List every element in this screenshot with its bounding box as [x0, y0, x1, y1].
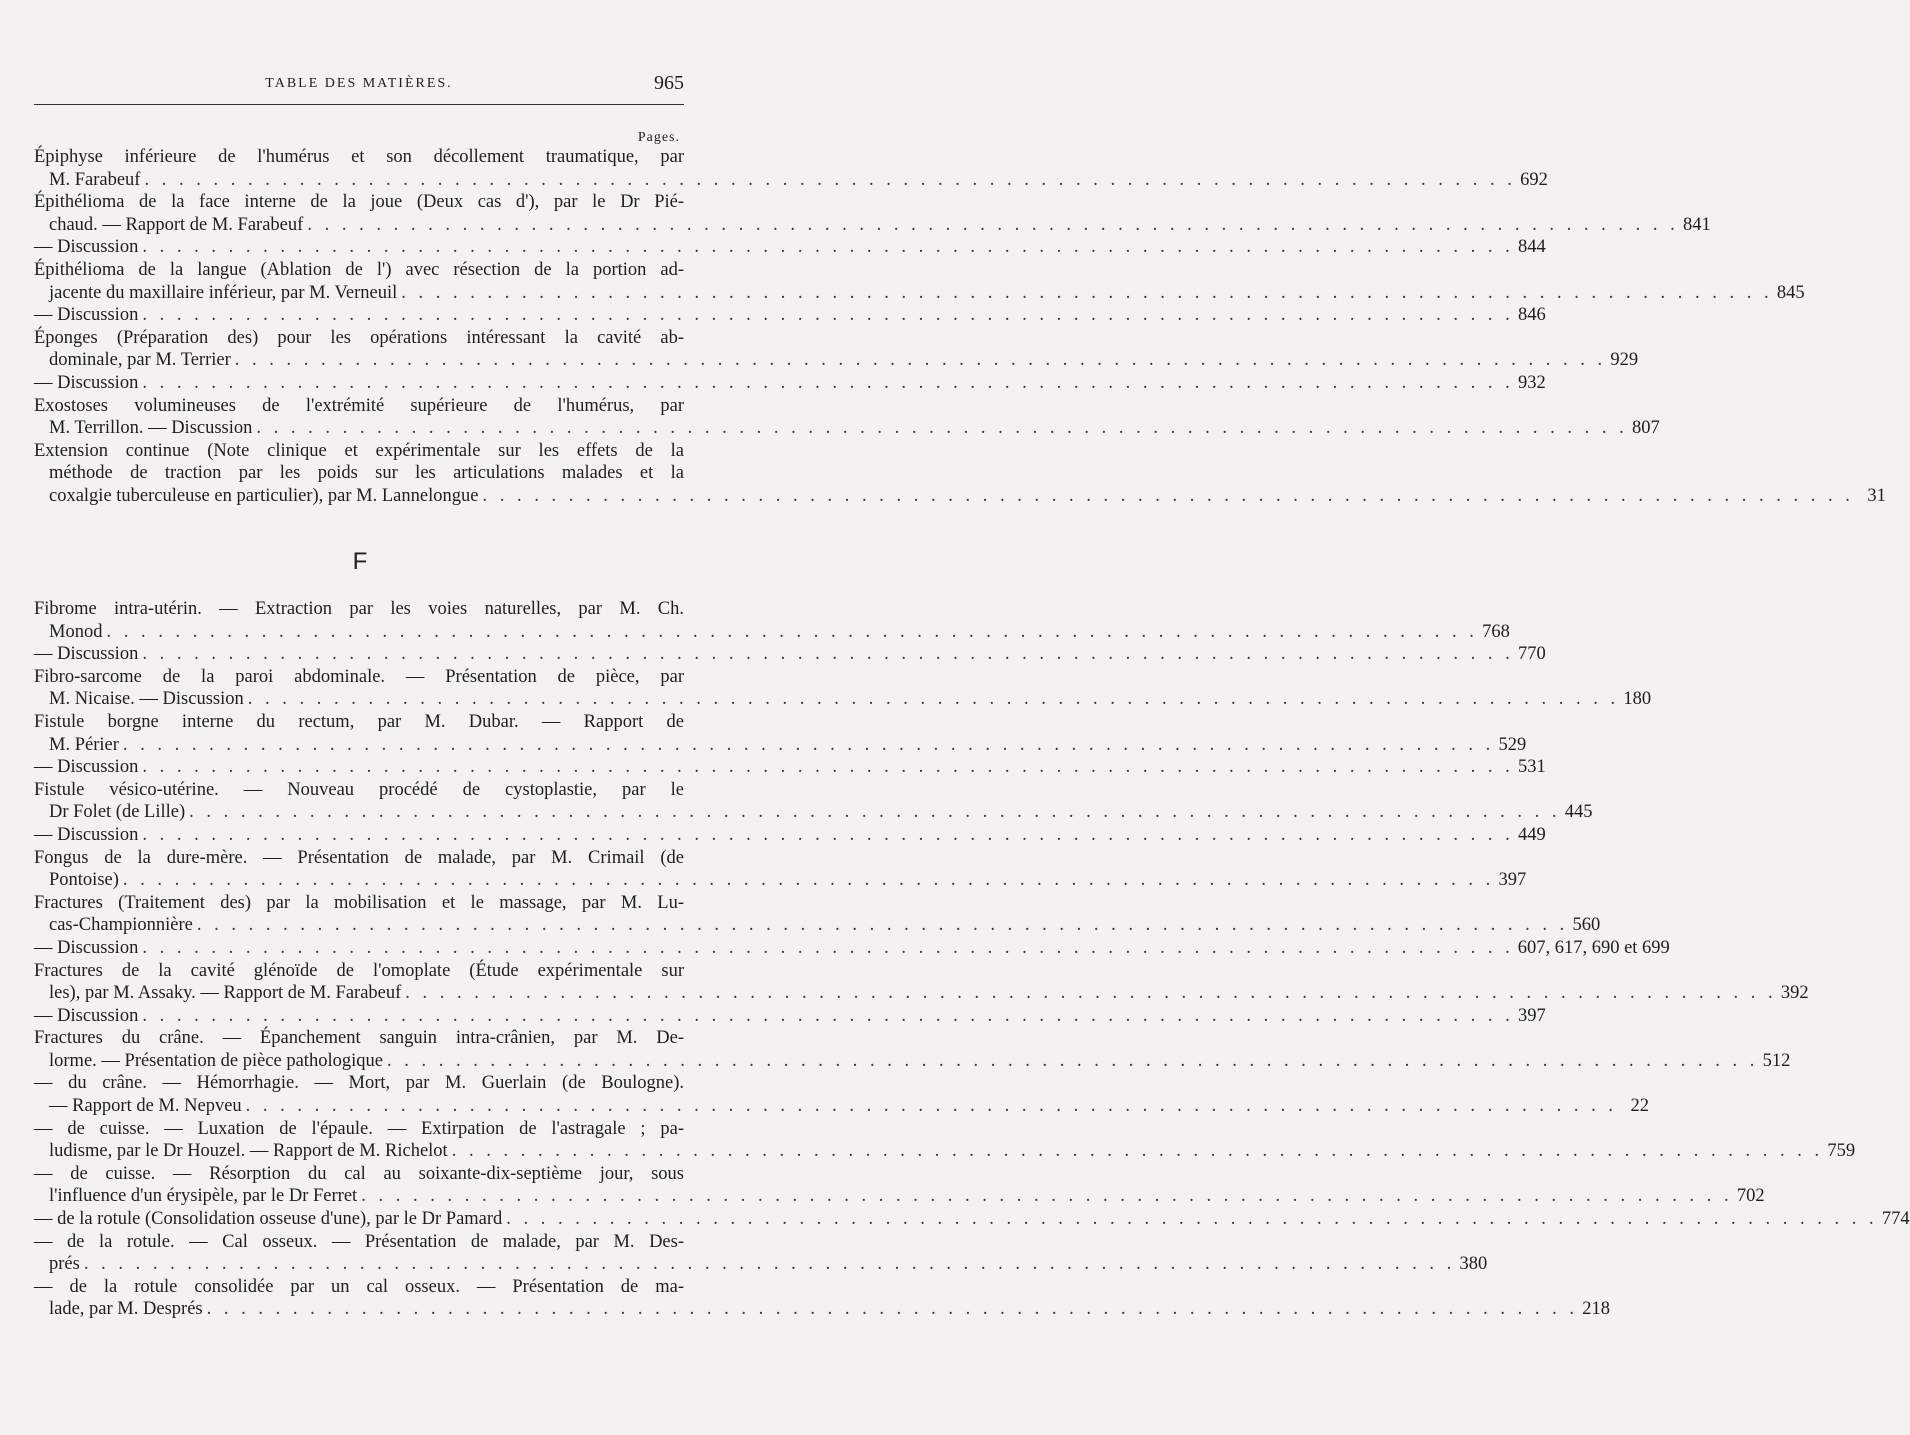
index-entry [34, 327, 1639, 372]
entry-line [34, 395, 684, 418]
index-entry [34, 1005, 1546, 1028]
entry-page-number: 380 [1459, 1254, 1488, 1275]
dot-leader: . . . . . . . . . . . . . . . . . . . . . . . . . . . . . . . . . . . . . . . . . . . . . . . . . . . . . . . . . . . . . . . . . . . . . . . . . . . . . . . . [189, 802, 1561, 823]
entry-text: Éponges (Préparation des) pour les opérations intéressant la cavité ab- [34, 327, 684, 348]
entry-text: Pontoise) [49, 870, 119, 891]
entry-text: ludisme, par le Dr Houzel. — Rapport de M. Richelot [49, 1141, 448, 1162]
entry-text: chaud. — Rapport de M. Farabeuf [49, 214, 304, 235]
index-entry [34, 892, 1601, 937]
entry-line [34, 327, 684, 350]
index-entry [34, 191, 1711, 236]
index-entry [34, 937, 1670, 960]
page-number: 965 [654, 72, 684, 94]
dot-leader: . . . . . . . . . . . . . . . . . . . . . . . . . . . . . . . . . . . . . . . . . . . . . . . . . . . . . . . . . . . . . . . . . . . . . . . . . . . . . . . . [142, 237, 1514, 258]
index-entry [34, 304, 1546, 327]
header-rule [34, 104, 684, 105]
entry-line [34, 282, 1805, 305]
entry-page-number: 560 [1572, 915, 1601, 936]
entry-text: dominale, par M. Terrier [49, 350, 231, 371]
entry-page-number: 844 [1517, 237, 1546, 258]
entry-page-number: 529 [1498, 734, 1527, 755]
entry-page-number: 702 [1736, 1186, 1765, 1207]
dot-leader: . . . . . . . . . . . . . . . . . . . . . . . . . . . . . . . . . . . . . . . . . . . . . . . . . . . . . . . . . . . . . . . . . . . . . . . . . . . . . . . . [506, 1209, 1878, 1230]
entry-line [34, 1231, 684, 1254]
entry-page-number: 397 [1498, 870, 1527, 891]
entry-text: — Discussion [34, 644, 139, 665]
index-entry [34, 756, 1546, 779]
index-entry [34, 440, 1886, 508]
entry-page-number: 841 [1682, 214, 1711, 235]
dot-leader: . . . . . . . . . . . . . . . . . . . . . . . . . . . . . . . . . . . . . . . . . . . . . . . . . . . . . . . . . . . . . . . . . . . . . . . . . . . . . . . . [451, 1141, 1824, 1162]
dot-leader: . . . . . . . . . . . . . . . . . . . . . . . . . . . . . . . . . . . . . . . . . . . . . . . . . . . . . . . . . . . . . . . . . . . . . . . . . . . . . . . . [142, 824, 1514, 845]
entry-text: Exostoses volumineuses de l'extrémité supérieure de l'humérus, par [34, 395, 684, 416]
entry-line [34, 666, 684, 689]
entry-line [34, 169, 1548, 192]
entry-line [34, 462, 684, 485]
index-entry [34, 372, 1546, 395]
entry-page-number: 218 [1582, 1299, 1610, 1320]
entry-page-number: 449 [1517, 824, 1546, 845]
entry-text: Fibrome intra-utérin. — Extraction par les voies naturelles, par M. Ch. [34, 599, 684, 619]
entry-line [34, 485, 1886, 508]
entry-text: — Rapport de M. Nepveu [49, 1096, 242, 1117]
dot-leader: . . . . . . . . . . . . . . . . . . . . . . . . . . . . . . . . . . . . . . . . . . . . . . . . . . . . . . . . . . . . . . . . . . . . . . . . . . . . . . . . [386, 1050, 1759, 1071]
entry-text: Fractures de la cavité glénoïde de l'omoplate (Étude expérimentale sur [34, 960, 684, 981]
entry-text: M. Nicaise. — Discussion [49, 689, 244, 710]
entry-page-number: 512 [1762, 1050, 1791, 1071]
entry-page-number: 531 [1517, 757, 1546, 778]
entry-line [34, 824, 1546, 847]
entry-text: lorme. — Présentation de pièce pathologique [49, 1050, 383, 1071]
entry-line [34, 440, 684, 463]
entry-text: cas-Championnière [49, 915, 193, 936]
entry-text: les), par M. Assaky. — Rapport de M. Farabeuf [49, 983, 402, 1004]
entry-line [34, 304, 1546, 327]
entry-page-number: 392 [1780, 983, 1809, 1004]
entry-page-number: 607, 617, 690 et 699 [1517, 937, 1670, 958]
dot-leader: . . . . . . . . . . . . . . . . . . . . . . . . . . . . . . . . . . . . . . . . . . . . . . . . . . . . . . . . . . . . . . . . . . . . . . . . . . . . . . . . [247, 689, 1620, 710]
pages-column-label: Pages. [637, 130, 680, 145]
entry-line [34, 734, 1527, 757]
dot-leader: . . . . . . . . . . . . . . . . . . . . . . . . . . . . . . . . . . . . . . . . . . . . . . . . . . . . . . . . . . . . . . . . . . . . . . . . . . . . . . . . [196, 915, 1569, 936]
entry-line [34, 643, 1546, 666]
index-entry [34, 1072, 1650, 1117]
entry-text: Fistule vésico-utérine. — Nouveau procédé de cystoplastie, par le [34, 779, 684, 800]
entry-text: jacente du maxillaire inférieur, par M. Verneuil [49, 282, 398, 303]
entry-line [34, 960, 684, 983]
entry-text: l'influence d'un érysipèle, par le Dr Ferret [49, 1186, 358, 1207]
entry-text: — Discussion [34, 237, 139, 258]
dot-leader: . . . . . . . . . . . . . . . . . . . . . . . . . . . . . . . . . . . . . . . . . . . . . . . . . . . . . . . . . . . . . . . . . . . . . . . . . . . . . . . . [256, 418, 1628, 439]
entry-page-number: 768 [1482, 621, 1510, 642]
index-entry [34, 779, 1593, 824]
entry-page-number: 774 [1881, 1209, 1910, 1230]
entry-line [34, 688, 1652, 711]
index-entry [34, 824, 1546, 847]
entry-line [34, 259, 684, 282]
entry-text: — de cuisse. — Résorption du cal au soixante-dix-septième jour, sous [34, 1163, 684, 1184]
entry-text: Fongus de la dure-mère. — Présentation de malade, par M. Crimail (de [34, 847, 684, 868]
index-section-e [34, 146, 1886, 508]
entry-text: Fractures (Traitement des) par la mobilisation et le massage, par M. Lu- [34, 892, 684, 913]
running-title: TABLE DES MATIÈRES. [265, 76, 453, 91]
entry-text: — Discussion [34, 372, 139, 393]
entry-page-number: 932 [1517, 372, 1546, 393]
entry-page-number: 397 [1517, 1005, 1546, 1026]
entry-text: — de la rotule consolidée par un cal osseux. — Présentation de ma- [34, 1276, 684, 1297]
entry-line [34, 146, 684, 169]
entry-line [34, 1185, 1765, 1208]
entry-line [34, 1298, 1610, 1321]
dot-leader: . . . . . . . . . . . . . . . . . . . . . . . . . . . . . . . . . . . . . . . . . . . . . . . . . . . . . . . . . . . . . . . . . . . . . . . . . . . . . . . . [106, 621, 1478, 642]
entry-page-number: 22 [1630, 1096, 1650, 1117]
entry-line [34, 191, 684, 214]
index-entry [34, 960, 1809, 1005]
entry-text: Dr Folet (de Lille) [49, 802, 186, 823]
entry-text: Épithélioma de la face interne de la joue (Deux cas d'), par le Dr Pié- [34, 192, 684, 213]
dot-leader: . . . . . . . . . . . . . . . . . . . . . . . . . . . . . . . . . . . . . . . . . . . . . . . . . . . . . . . . . . . . . . . . . . . . . . . . . . . . . . . . [206, 1299, 1578, 1320]
dot-leader: . . . . . . . . . . . . . . . . . . . . . . . . . . . . . . . . . . . . . . . . . . . . . . . . . . . . . . . . . . . . . . . . . . . . . . . . . . . . . . . . [245, 1096, 1618, 1117]
entry-line [34, 914, 1601, 937]
entry-line [34, 1050, 1791, 1073]
entry-page-number: 770 [1517, 644, 1546, 665]
dot-leader: . . . . . . . . . . . . . . . . . . . . . . . . . . . . . . . . . . . . . . . . . . . . . . . . . . . . . . . . . . . . . . . . . . . . . . . . . . . . . . . . [142, 305, 1514, 326]
entry-text: coxalgie tuberculeuse en particulier), par M. Lannelongue [49, 485, 479, 506]
index-entry [34, 1276, 1610, 1321]
dot-leader: . . . . . . . . . . . . . . . . . . . . . . . . . . . . . . . . . . . . . . . . . . . . . . . . . . . . . . . . . . . . . . . . . . . . . . . . . . . . . . . . [142, 372, 1514, 393]
entry-line [34, 214, 1711, 237]
dot-leader: . . . . . . . . . . . . . . . . . . . . . . . . . . . . . . . . . . . . . . . . . . . . . . . . . . . . . . . . . . . . . . . . . . . . . . . . . . . . . . . . [142, 1005, 1514, 1026]
dot-leader: . . . . . . . . . . . . . . . . . . . . . . . . . . . . . . . . . . . . . . . . . . . . . . . . . . . . . . . . . . . . . . . . . . . . . . . . . . . . . . . . [401, 282, 1773, 303]
entry-text: Fistule borgne interne du rectum, par M. Dubar. — Rapport de [34, 711, 684, 732]
entry-line [34, 621, 1510, 644]
dot-leader: . . . . . . . . . . . . . . . . . . . . . . . . . . . . . . . . . . . . . . . . . . . . . . . . . . . . . . . . . . . . . . . . . . . . . . . . . . . . . . . . [142, 757, 1514, 778]
entry-text: Fractures du crâne. — Épanchement sanguin intra-crânien, par M. De- [34, 1028, 684, 1049]
entry-text: lade, par M. Després [49, 1299, 203, 1320]
entry-page-number: 445 [1564, 802, 1593, 823]
entry-text: — Discussion [34, 757, 139, 778]
index-entry [34, 643, 1546, 666]
entry-text: Fibro-sarcome de la paroi abdominale. — Présentation de pièce, par [34, 666, 684, 687]
index-entry [34, 666, 1652, 711]
entry-text: Extension continue (Note clinique et expérimentale sur les effets de la [34, 440, 684, 461]
entry-line [34, 711, 684, 734]
entry-line [34, 779, 684, 802]
index-section-f [34, 598, 1910, 1321]
dot-leader: . . . . . . . . . . . . . . . . . . . . . . . . . . . . . . . . . . . . . . . . . . . . . . . . . . . . . . . . . . . . . . . . . . . . . . . . . . . . . . . . [122, 734, 1495, 755]
entry-page-number: 929 [1610, 350, 1639, 371]
entry-line [34, 1095, 1650, 1118]
entry-line [34, 598, 684, 621]
entry-page-number: 846 [1517, 305, 1546, 326]
entry-line [34, 892, 684, 915]
index-entry [34, 1163, 1765, 1208]
section-letter: F [352, 548, 368, 575]
entry-line [34, 1163, 684, 1186]
page-header [34, 72, 684, 102]
index-entry [34, 1118, 1856, 1163]
dot-leader: . . . . . . . . . . . . . . . . . . . . . . . . . . . . . . . . . . . . . . . . . . . . . . . . . . . . . . . . . . . . . . . . . . . . . . . . . . . . . . . . [122, 870, 1495, 891]
entry-line [34, 1208, 1910, 1231]
entry-text: — de la rotule. — Cal osseux. — Présentation de malade, par M. Des- [34, 1231, 684, 1252]
entry-page-number: 180 [1623, 689, 1652, 710]
entry-text: Épithélioma de la langue (Ablation de l') avec résection de la portion ad- [34, 259, 684, 280]
entry-text: Épiphyse inférieure de l'humérus et son décollement traumatique, par [34, 147, 684, 167]
dot-leader: . . . . . . . . . . . . . . . . . . . . . . . . . . . . . . . . . . . . . . . . . . . . . . . . . . . . . . . . . . . . . . . . . . . . . . . . . . . . . . . . [482, 485, 1854, 506]
entry-text: prés [49, 1254, 80, 1275]
entry-line [34, 756, 1546, 779]
entry-text: — Discussion [34, 824, 139, 845]
dot-leader: . . . . . . . . . . . . . . . . . . . . . . . . . . . . . . . . . . . . . . . . . . . . . . . . . . . . . . . . . . . . . . . . . . . . . . . . . . . . . . . . [405, 983, 1777, 1004]
entry-line [34, 801, 1593, 824]
index-entry [34, 598, 1510, 643]
dot-leader: . . . . . . . . . . . . . . . . . . . . . . . . . . . . . . . . . . . . . . . . . . . . . . . . . . . . . . . . . . . . . . . . . . . . . . . . . . . . . . . . [83, 1254, 1456, 1275]
dot-leader: . . . . . . . . . . . . . . . . . . . . . . . . . . . . . . . . . . . . . . . . . . . . . . . . . . . . . . . . . . . . . . . . . . . . . . . . . . . . . . . . [142, 644, 1514, 665]
dot-leader: . . . . . . . . . . . . . . . . . . . . . . . . . . . . . . . . . . . . . . . . . . . . . . . . . . . . . . . . . . . . . . . . . . . . . . . . . . . . . . . . [361, 1186, 1733, 1207]
index-entry [34, 1231, 1488, 1276]
entry-line [34, 236, 1546, 259]
index-entry [34, 1208, 1910, 1231]
entry-text: méthode de traction par les poids sur les articulations malades et la [49, 463, 684, 484]
dot-leader: . . . . . . . . . . . . . . . . . . . . . . . . . . . . . . . . . . . . . . . . . . . . . . . . . . . . . . . . . . . . . . . . . . . . . . . . . . . . . . . . [144, 169, 1516, 190]
index-entry [34, 236, 1546, 259]
entry-line [34, 1027, 684, 1050]
entry-text: Monod [49, 621, 103, 642]
entry-line [34, 869, 1527, 892]
dot-leader: . . . . . . . . . . . . . . . . . . . . . . . . . . . . . . . . . . . . . . . . . . . . . . . . . . . . . . . . . . . . . . . . . . . . . . . . . . . . . . . . [234, 350, 1607, 371]
entry-line [34, 372, 1546, 395]
entry-text: M. Farabeuf [49, 169, 141, 190]
dot-leader: . . . . . . . . . . . . . . . . . . . . . . . . . . . . . . . . . . . . . . . . . . . . . . . . . . . . . . . . . . . . . . . . . . . . . . . . . . . . . . . . [142, 937, 1514, 958]
index-entry [34, 146, 1548, 191]
entry-text: — de cuisse. — Luxation de l'épaule. — Extirpation de l'astragale ; pa- [34, 1118, 684, 1139]
entry-line [34, 982, 1809, 1005]
entry-text: — Discussion [34, 1005, 139, 1026]
entry-line [34, 1118, 684, 1141]
entry-page-number: 845 [1776, 282, 1805, 303]
index-entry [34, 259, 1805, 304]
entry-line [34, 1276, 684, 1299]
entry-page-number: 807 [1632, 418, 1660, 439]
entry-text: — Discussion [34, 937, 139, 958]
entry-page-number: 759 [1827, 1141, 1856, 1162]
entry-text: — de la rotule (Consolidation osseuse d'une), par le Dr Pamard [34, 1209, 503, 1230]
entry-page-number: 692 [1520, 169, 1548, 190]
entry-line [34, 1140, 1856, 1163]
index-entry [34, 395, 1660, 440]
index-entry [34, 1027, 1791, 1072]
entry-text: — du crâne. — Hémorrhagie. — Mort, par M. Guerlain (de Boulogne). [34, 1073, 684, 1094]
entry-line [34, 349, 1639, 372]
index-entry [34, 711, 1527, 756]
entry-line [34, 1072, 684, 1095]
entry-line [34, 847, 684, 870]
dot-leader: . . . . . . . . . . . . . . . . . . . . . . . . . . . . . . . . . . . . . . . . . . . . . . . . . . . . . . . . . . . . . . . . . . . . . . . . . . . . . . . . [307, 214, 1679, 235]
entry-line [34, 1005, 1546, 1028]
entry-line [34, 937, 1670, 960]
entry-text: M. Terrillon. — Discussion [49, 418, 253, 439]
entry-line [34, 1253, 1488, 1276]
entry-line [34, 417, 1660, 440]
entry-page-number: 31 [1867, 485, 1886, 506]
entry-text: M. Périer [49, 734, 119, 755]
entry-text: — Discussion [34, 305, 139, 326]
index-entry [34, 847, 1527, 892]
